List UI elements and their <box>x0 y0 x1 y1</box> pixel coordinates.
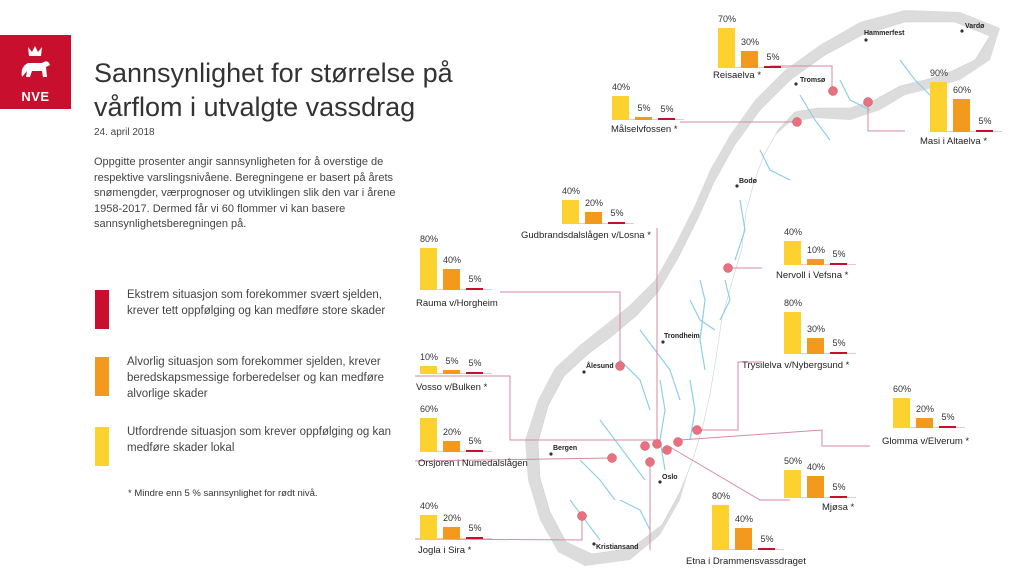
red-bar <box>466 288 483 290</box>
percent-label: 60% <box>892 384 911 394</box>
percent-label: 40% <box>783 227 802 237</box>
orange-bar <box>635 117 652 120</box>
percent-label: 30% <box>740 36 759 47</box>
percent-label: 5% <box>832 249 846 259</box>
lion-emblem-icon <box>12 43 58 87</box>
station-name: Nervoll i Vefsna * <box>776 270 849 281</box>
red-bar <box>466 537 483 539</box>
percent-label: 20% <box>915 404 934 414</box>
percent-label: 40% <box>611 82 630 92</box>
station-chart <box>419 352 492 374</box>
city-label-kristiansand: Kristiansand <box>596 544 639 551</box>
percent-label: 5% <box>978 116 992 126</box>
station-chart <box>419 404 492 452</box>
percent-label: 50% <box>783 456 802 466</box>
percent-label: 5% <box>660 104 674 114</box>
station-chart <box>783 227 856 265</box>
yellow-bar <box>784 470 801 498</box>
nve-logo <box>0 35 71 109</box>
logo-text: NVE <box>21 89 50 104</box>
percent-label: 60% <box>419 404 438 414</box>
percent-label: 10% <box>806 245 825 255</box>
orange-bar <box>443 370 460 374</box>
city-label-hammerfest: Hammerfest <box>864 30 905 37</box>
station-name: Orsjoren i Numedalslågen <box>418 458 528 469</box>
station-name: Glomma v/Elverum * <box>882 436 970 447</box>
red-bar <box>658 118 675 120</box>
percent-label: 5% <box>832 482 846 492</box>
percent-label: 40% <box>734 513 753 524</box>
percent-label: 80% <box>711 491 730 501</box>
percent-label: 5% <box>760 534 774 544</box>
station-name: Reisaelva * <box>713 70 762 81</box>
legend-text-red: Ekstrem situasjon som forekommer svært sjelden, krever tett oppfølging og kan medføre store skader <box>127 289 386 317</box>
legend-swatch-orange <box>95 357 109 396</box>
percent-label: 40% <box>806 461 825 472</box>
percent-label: 40% <box>442 255 461 265</box>
station-chart <box>419 501 492 539</box>
city-label-oslo: Oslo <box>662 474 678 481</box>
station-name: Vosso v/Bulken * <box>416 382 488 393</box>
percent-label: 5% <box>468 358 482 368</box>
legend-swatch-red <box>95 290 109 329</box>
percent-label: 40% <box>561 186 580 196</box>
station-chart <box>783 456 856 498</box>
percent-label: 60% <box>952 84 971 95</box>
yellow-bar <box>718 28 735 68</box>
page-title: Sannsynlighet for størrelse på vårflom i utvalgte vassdrag <box>94 58 453 122</box>
station-name: Etna i Drammensvassdraget <box>686 556 806 567</box>
red-bar <box>466 450 483 452</box>
orange-bar <box>807 259 824 265</box>
yellow-bar <box>420 366 437 374</box>
station-chart <box>783 298 856 354</box>
percent-label: 80% <box>783 298 802 308</box>
station-chart <box>561 186 634 224</box>
city-label-trondheim: Trondheim <box>664 333 700 340</box>
station-chart <box>711 491 784 550</box>
percent-label: 10% <box>419 352 438 362</box>
red-bar <box>830 496 847 498</box>
station-name: Målselvfossen * <box>611 124 678 135</box>
red-bar <box>830 263 847 265</box>
percent-label: 5% <box>941 412 955 422</box>
station-name: Mjøsa * <box>822 502 855 513</box>
station-name: Trysilelva v/Nybergsund * <box>742 360 850 371</box>
legend-swatch-yellow <box>95 427 109 466</box>
city-label-alesund: Ålesund <box>586 363 614 370</box>
city-label-tromso: Tromsø <box>800 77 826 84</box>
station-chart <box>611 82 684 120</box>
percent-label: 5% <box>766 52 780 62</box>
red-bar <box>976 130 993 132</box>
legend-text-yellow: Utfordrende situasjon som krever oppfølging og kan medføre skader lokal <box>127 426 392 454</box>
red-bar <box>939 426 956 428</box>
station-name: Masi i Altaelva * <box>920 136 988 147</box>
percent-label: 5% <box>610 208 624 218</box>
yellow-bar <box>712 505 729 550</box>
red-bar <box>466 372 483 374</box>
red-bar <box>758 548 775 550</box>
city-label-bodo: Bodø <box>739 178 757 185</box>
city-label-bergen: Bergen <box>553 445 578 452</box>
percent-label: 70% <box>717 14 736 24</box>
percent-label: 5% <box>468 436 482 446</box>
percent-label: 40% <box>419 501 438 511</box>
percent-label: 5% <box>468 274 482 284</box>
red-bar <box>608 222 625 224</box>
station-chart <box>892 384 965 428</box>
percent-label: 80% <box>419 234 438 244</box>
station-name: Rauma v/Horgheim <box>416 298 498 309</box>
percent-label: 30% <box>806 324 825 335</box>
percent-label: 90% <box>929 68 948 78</box>
percent-label: 20% <box>584 198 603 208</box>
legend-text-orange: Alvorlig situasjon som forekommer sjelden, krever beredskapsmessige forberedelser og kan medføre alvorlige skader <box>127 356 384 400</box>
percent-label: 5% <box>468 523 482 533</box>
percent-label: 20% <box>442 513 461 523</box>
station-name: Jogla i Sira * <box>418 545 472 556</box>
station-chart <box>419 234 492 290</box>
station-chart <box>929 68 1002 132</box>
date-label: 24. april 2018 <box>94 127 155 138</box>
city-label-vardo: Vardø <box>965 23 985 30</box>
station-chart <box>717 14 790 68</box>
intro-text: Oppgitte prosenter angir sannsynligheten for å overstige de respektive varslingsnivåene. Beregningene er basert på årets snømengder, værprognoser og utviklingen slik den var i årene 1958-2017. Dermed får vi 60 flommer vi kan basere sannsynlighetsberegningen på. <box>94 156 396 230</box>
station-name: Gudbrandsdalslågen v/Losna * <box>521 230 651 241</box>
percent-label: 5% <box>445 356 459 366</box>
footnote: * Mindre enn 5 % sannsynlighet for rødt nivå. <box>128 488 318 499</box>
percent-label: 5% <box>832 338 846 348</box>
red-bar <box>764 66 781 68</box>
percent-label: 5% <box>637 103 651 113</box>
percent-label: 20% <box>442 426 461 437</box>
red-bar <box>830 352 847 354</box>
